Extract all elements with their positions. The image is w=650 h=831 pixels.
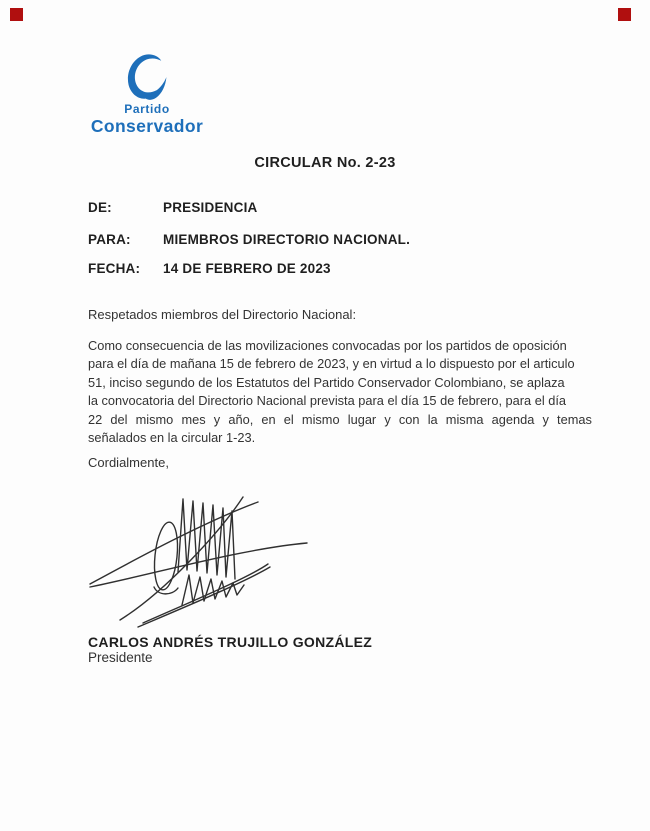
paragraph-line: la convocatoria del Directorio Nacional prevista para el día 15 de febrero, para el día	[88, 393, 567, 409]
paragraph-line: 22 del mismo mes y año, en el mismo lugar y con la misma agenda y temas	[88, 411, 592, 427]
red-corner-mark-right	[618, 8, 631, 21]
logo-conservador-text: Conservador	[90, 116, 204, 136]
body-paragraph	[88, 337, 592, 447]
conservative-party-c-icon	[126, 52, 169, 104]
para-label: PARA:	[88, 232, 131, 247]
logo-partido-text: Partido	[124, 102, 170, 116]
paragraph-line: para el día de mañana 15 de febrero de 2023, y en virtud a lo dispuesto por el articulo	[88, 356, 575, 372]
de-value: PRESIDENCIA	[163, 200, 258, 215]
fecha-value: 14 DE FEBRERO DE 2023	[163, 261, 331, 276]
closing-text: Cordialmente,	[88, 455, 169, 470]
para-value: MIEMBROS DIRECTORIO NACIONAL.	[163, 232, 411, 247]
party-logo	[57, 52, 237, 137]
de-label: DE:	[88, 200, 112, 215]
salutation-text: Respetados miembros del Directorio Nacional:	[88, 307, 357, 322]
fecha-label: FECHA:	[88, 261, 141, 276]
paragraph-line: Como consecuencia de las movilizaciones convocadas por los partidos de oposición	[88, 338, 567, 353]
signatory-name: CARLOS ANDRÉS TRUJILLO GONZÁLEZ	[88, 634, 373, 650]
signature-scribble	[78, 486, 318, 636]
meta-row-fecha	[88, 261, 331, 276]
paragraph-line: señalados en la circular 1-23.	[88, 430, 256, 446]
meta-row-para	[88, 232, 410, 247]
red-corner-mark-left	[10, 8, 23, 21]
circular-title: CIRCULAR No. 2-23	[254, 155, 396, 171]
signatory-role: Presidente	[88, 650, 153, 665]
paragraph-line: 51, inciso segundo de los Estatutos del Partido Conservador Colombiano, se aplaza	[88, 374, 565, 390]
meta-row-de	[88, 200, 257, 215]
